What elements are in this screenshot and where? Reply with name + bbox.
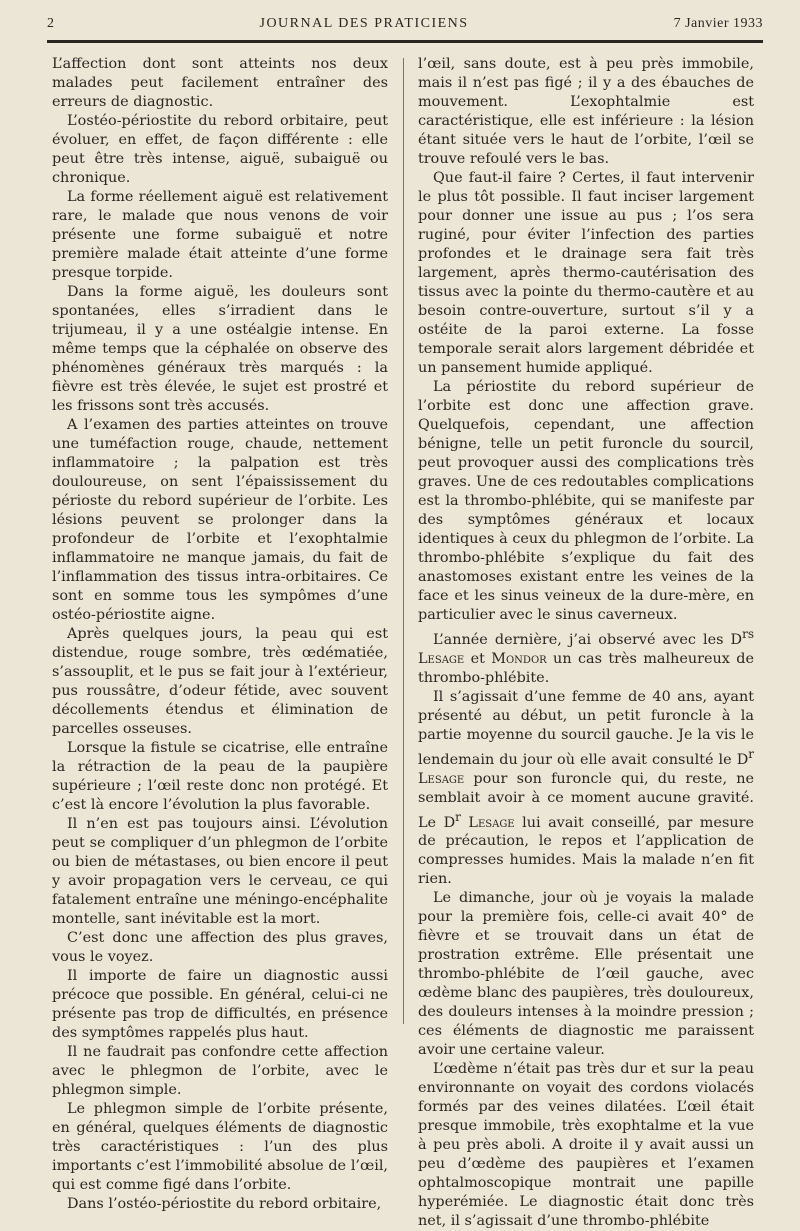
left-column (52, 55, 388, 1214)
right-column (418, 55, 754, 1231)
paragraph: l’œil, sans doute, est à peu près immobile, mais il n’est pas figé ; il y a des ébauches de mouvement. L’exophtalmie est caractéristique, elle est inférieure : la lésion étant située vers le haut de l’orbite, l’œil se trouve refoulé vers le bas. (418, 56, 754, 167)
paragraph (418, 625, 754, 688)
paragraph: Dans l’ostéo-périostite du rebord orbitaire, (67, 1196, 382, 1212)
paragraph: Lorsque la fistule se cicatrise, elle entraîne la rétraction de la peau de la paupière supérieure ; l’œil reste donc non protégé. Et c’est là encore l’évolution la plus favorable. (52, 740, 388, 813)
text-run: un cas très malheureux de thrombo-phlébite. (418, 650, 755, 686)
author-name: Lesage (418, 770, 465, 787)
text-run: Il s’agissait d’une femme de 40 ans, ayant présenté au début, un petit furoncle à la partie moyenne du sourcil gauche. Je la vis le lendemain du jour où elle avait consulté le D (418, 688, 754, 768)
author-name: Mondor (491, 650, 547, 667)
paragraph: L’affection dont sont atteints nos deux malades peut facilement entraîner des erreurs de diagnostic. (52, 56, 388, 110)
paragraph: Le phlegmon simple de l’orbite présente, en général, quelques éléments de diagnostic très caractéristiques : l’un des plus importants c’est l’immobilité absolue de l’œil, qui est comme figé dans l’orbite. (52, 1101, 388, 1193)
paragraph: Il importe de faire un diagnostic aussi précoce que possible. En général, celui-ci ne présente pas trop de difficultés, en présence des symptômes rappelés plus haut. (52, 968, 388, 1041)
paragraph: Il ne faudrait pas confondre cette affection avec le phlegmon de l’orbite, avec le phlegmon simple. (52, 1044, 388, 1098)
paragraph: Dans la forme aiguë, les douleurs sont spontanées, elles s’irradient dans le trijumeau, il y a une ostéalgie intense. En même temps que la céphalée on observe des phénomènes généraux très marqués : la fièvre est très élevée, le sujet est prostré et les frissons sont très accusés. (52, 284, 388, 414)
superscript: r (748, 746, 754, 761)
paragraph: Que faut-il faire ? Certes, il faut intervenir le plus tôt possible. Il faut inciser largement pour donner une issue au pus ; l’os sera ruginé, pour éviter l’infection des parties profondes et le drainage sera fait très largement, après thermo-cautérisation des tissus avec la pointe du thermo-cautère et au besoin contre-ouverture, surtout s’il y a ostéite de la paroi externe. La fosse temporale serait alors largement débridée et un pansement humide appliqué. (418, 170, 754, 376)
paragraph: A l’examen des parties atteintes on trouve une tuméfaction rouge, chaude, nettement inflammatoire ; la palpation est très douloureuse, on sent l’épaississement du périoste du rebord supérieur de l’orbite. Les lésions peuvent se prolonger dans la profondeur de l’orbite et l’exophtalmie inflammatoire ne manque jamais, du fait de l’inflammation des tissus intra-orbitaires. Ce sont en somme tous les sympômes d’une ostéo-périostite aigne. (52, 417, 388, 623)
paragraph: L’ostéo-périostite du rebord orbitaire, peut évoluer, en effet, de façon différente : elle peut être très intense, aiguë, subaiguë ou chronique. (52, 113, 388, 186)
page-number: 2 (47, 16, 55, 31)
text-run: pour son furoncle qui, du reste, ne semblait avoir à ce moment aucune gravité. Le D (418, 770, 754, 831)
text-run: lui avait conseillé, par mesure de précaution, le repos et l’application de compresses humides. Mais la malade n’en fit rien. (418, 814, 754, 888)
author-name: Lesage (418, 650, 465, 667)
superscript: rs (742, 627, 754, 641)
paragraph: Le dimanche, jour où je voyais la malade pour la première fois, celle-ci avait 40° de fièvre et se trouvait dans un état de prostration extrême. Elle présentait une thrombo-phlébite de l’œil gauche, avec œdème blanc des paupières, très douloureux, des douleurs intenses à la moindre pression ; ces éléments de diagnostic me paraissent avoir une certaine valeur. (418, 890, 754, 1059)
text-run: et (464, 650, 492, 667)
header-rule (47, 40, 763, 43)
paragraph: Il n’en est pas toujours ainsi. L’évolution peut se compliquer d’un phlegmon de l’orbite ou bien de métastases, ou bien encore il peut y avoir propagation vers le cerveau, ce qui fatalement entraîne une méningo-encéphalite montelle, sant inévitable est la mort. (52, 816, 388, 927)
journal-title: JOURNAL DES PRATICIENS (259, 16, 469, 31)
column-divider (403, 58, 404, 1024)
paragraph (418, 688, 754, 890)
superscript: r (455, 809, 461, 824)
author-name: Lesage (460, 814, 515, 831)
running-header (47, 16, 763, 40)
text-run: L’année dernière, j’ai observé avec les D (433, 631, 743, 648)
paragraph: Après quelques jours, la peau qui est distendue, rouge sombre, très œdématiée, s’assouplit, et le pus se fait jour à l’extérieur, pus roussâtre, d’odeur fétide, avec souvent décollements étendus et élimination de parcelles osseuses. (52, 626, 388, 737)
paragraph: C’est donc une affection des plus graves, vous le voyez. (52, 930, 388, 965)
paragraph: L’œdème n’était pas très dur et sur la peau environnante on voyait des cordons violacés formés par des veines dilatées. L’œil était presque immobile, très exophtalme et la vue à peu près aboli. A droite il y avait aussi un peu d’œdème des paupières et l’examen ophtalmoscopique montrait une papille hyperémiée. Le diagnostic était donc très net, il s’agissait d’une thrombo-phlébite (418, 1061, 754, 1230)
paragraph: La forme réellement aiguë est relativement rare, le malade que nous venons de voir présente une forme subaiguë et notre première malade était atteinte d’une forme presque torpide. (52, 189, 388, 281)
issue-date: 7 Janvier 1933 (673, 16, 763, 31)
paragraph: La périostite du rebord supérieur de l’orbite est donc une affection grave. Quelquefois, cependant, une affection bénigne, telle un petit furoncle du sourcil, peut provoquer aussi des complications très graves. Une de ces redoutables complications est la thrombo-phlébite, qui se manifeste par des symptômes généraux et locaux identiques à ceux du phlegmon de l’orbite. La thrombo-phlébite s’explique du fait des anastomoses existant entre les veines de la face et les sinus veineux de la dure-mère, en particulier avec le sinus caverneux. (418, 379, 754, 623)
